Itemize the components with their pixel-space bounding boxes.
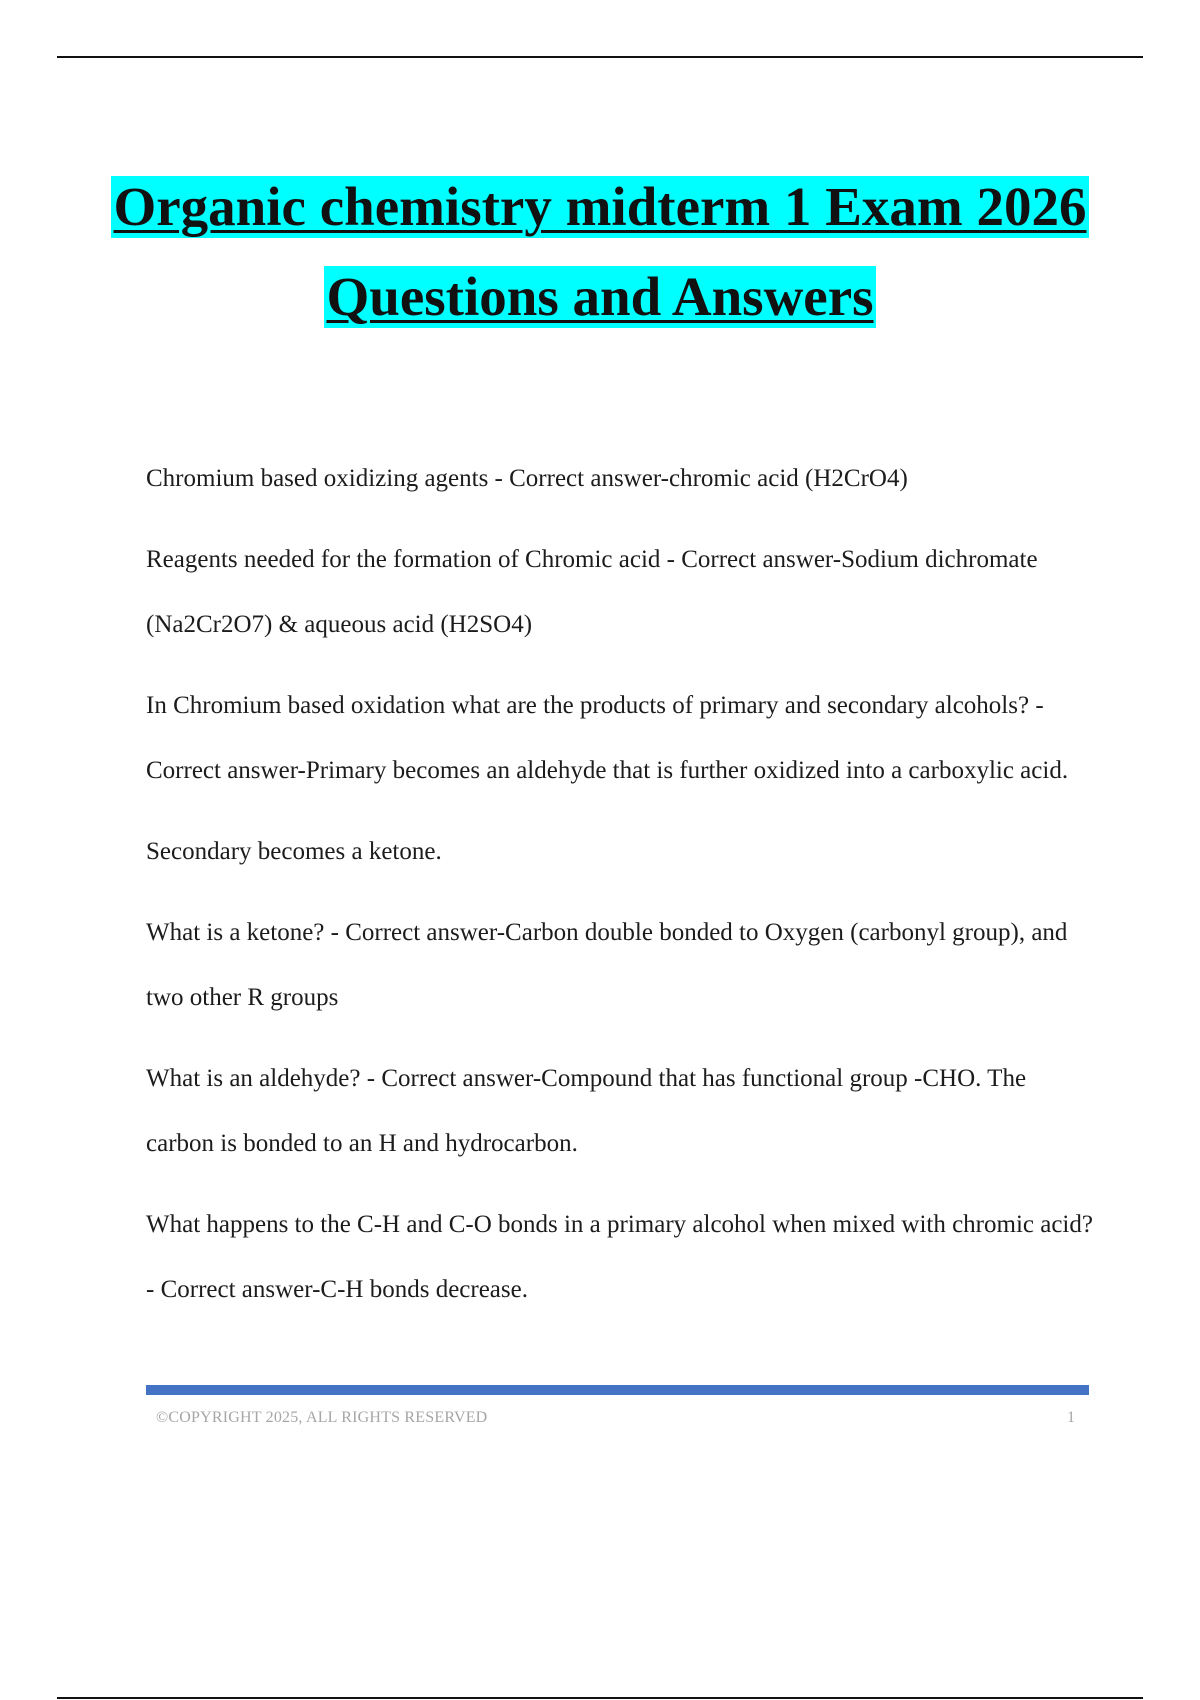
qa-list	[146, 446, 1096, 1338]
footer-copyright: ©COPYRIGHT 2025, ALL RIGHTS RESERVED	[156, 1409, 488, 1426]
qa-entry: What is an aldehyde? - Correct answer-Compound that has functional group -CHO. The carbon is bonded to an H and hydrocarbon.	[146, 1065, 1027, 1157]
header-rule	[57, 56, 1143, 58]
qa-entry: Secondary becomes a ketone.	[146, 838, 442, 865]
document-title	[100, 176, 1100, 328]
qa-entry: What is a ketone? - Correct answer-Carbon double bonded to Oxygen (carbonyl group), and two other R groups	[146, 919, 1068, 1011]
page-bottom-rule	[57, 1697, 1143, 1699]
qa-entry: Reagents needed for the formation of Chromic acid - Correct answer-Sodium dichromate (Na2Cr2O7) & aqueous acid (H2SO4)	[146, 546, 1038, 638]
qa-entry: In Chromium based oxidation what are the products of primary and secondary alcohols? - Correct answer-Primary becomes an aldehyde that is further oxidized into a carboxylic acid.	[146, 692, 1069, 784]
title-line-1: Organic chemistry midterm 1 Exam 2026	[113, 176, 1087, 237]
qa-entry: Chromium based oxidizing agents - Correct answer-chromic acid (H2CrO4)	[146, 465, 908, 492]
footer-bar	[146, 1385, 1089, 1395]
qa-entry: What happens to the C-H and C-O bonds in a primary alcohol when mixed with chromic acid? - Correct answer-C-H bonds decrease.	[146, 1211, 1093, 1303]
title-line-2: Questions and Answers	[326, 266, 874, 327]
page-number: 1	[1067, 1409, 1075, 1426]
